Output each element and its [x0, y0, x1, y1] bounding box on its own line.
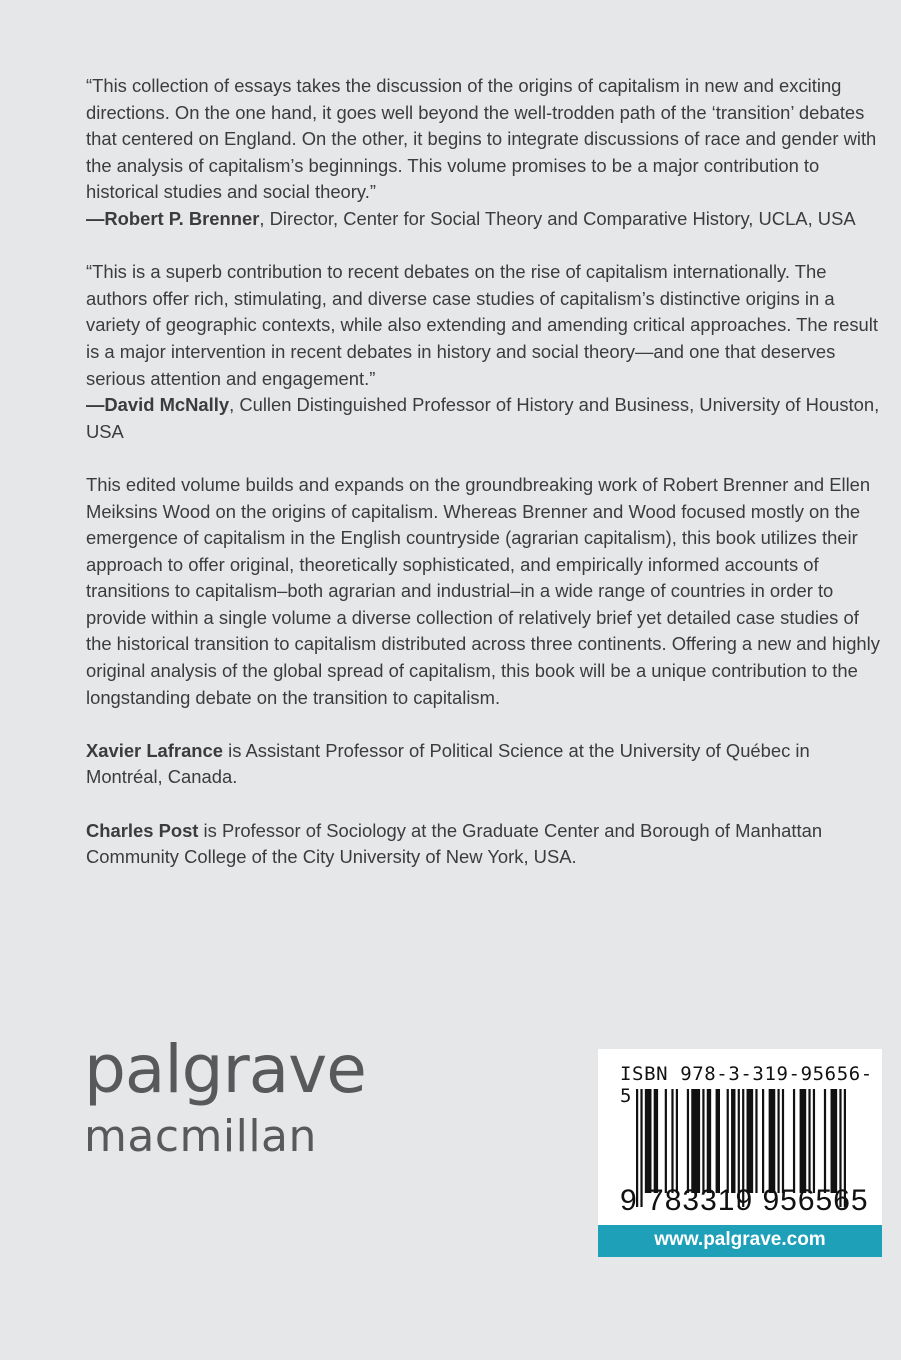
barcode-bar [716, 1089, 720, 1193]
endorsement-attribution [86, 392, 881, 445]
back-cover-text [86, 73, 881, 897]
palgrave-macmillan-logo [84, 1030, 366, 1164]
endorsement-attribution [86, 206, 881, 233]
endorsement-quote: “This collection of essays takes the discussion of the origins of capitalism in new and exciting directions. On the one hand, it goes well beyond the well-trodden path of the ‘transition’ debates that centered on England. On the other, it begins to integrate discussions of race and gender with the analysis of capitalism’s beginnings. This volume promises to be a major contribution to historical studies and social theory.” [86, 75, 877, 203]
endorser-name: David McNally [104, 394, 230, 416]
endorsement-mcnally [86, 259, 881, 445]
barcode-bar [769, 1089, 776, 1193]
barcode-bar [777, 1089, 779, 1193]
barcode-bar [707, 1089, 711, 1193]
barcode-bar [731, 1089, 735, 1193]
endorsement-brenner [86, 73, 881, 233]
barcode-bar [800, 1089, 807, 1193]
barcode-bar [793, 1089, 795, 1193]
author-bio: is Professor of Sociology at the Graduate Center and Borough of Manhattan Community College of the City University of New York, USA. [86, 819, 823, 868]
barcode-bar [747, 1089, 754, 1193]
author-bio-lafrance [86, 738, 881, 791]
author-bio: is Assistant Professor of Political Science at the University of Québec in Montréal, Canada. [86, 739, 810, 788]
barcode-bar [645, 1089, 652, 1193]
logo-macmillan: macmillan [84, 1111, 317, 1162]
barcode-digits: 9 783319 956565 [620, 1184, 869, 1217]
endorser-affiliation: , Director, Center for Social Theory and Comparative History, UCLA, USA [259, 207, 856, 229]
barcode-bar [702, 1089, 704, 1193]
author-name: Xavier Lafrance [86, 739, 223, 761]
endorser-dash: — [86, 394, 105, 416]
barcode-bar [727, 1089, 729, 1193]
barcode-bar [808, 1089, 810, 1193]
author-bio-post [86, 818, 881, 871]
endorser-affiliation: , Cullen Distinguished Professor of History and Business, University of Houston, USA [86, 394, 880, 442]
author-name: Charles Post [86, 819, 199, 841]
endorsement-quote: “This is a superb contribution to recent debates on the rise of capitalism internationally. The authors offer rich, stimulating, and diverse case studies of capitalism’s distinctive origins in a variety of geographic contexts, while also extending and amending critical approaches. The result is a major intervention in recent debates in history and social theory—and one that deserves serious attention and engagement.” [86, 261, 878, 389]
endorser-dash: — [86, 207, 105, 229]
book-description: This edited volume builds and expands on the groundbreaking work of Robert Brenner and Ellen Meiksins Wood on the origins of capitalism. Whereas Brenner and Wood focused mostly on the emergence of capitalism in the English countryside (agrarian capitalism), this book utilizes their approach to offer original, theoretically sophisticated, and empirically informed accounts of transitions to capitalism–both agrarian and industrial–in a wide range of countries in order to provide within a single volume a diverse collection of relatively brief yet detailed case studies of the historical transition to capitalism distributed across three continents. Offering a new and highly original analysis of the global spread of capitalism, this book will be a unique contribution to the longstanding debate on the transition to capitalism. [86, 473, 880, 708]
barcode-bar [782, 1089, 784, 1193]
barcode-bar [654, 1089, 658, 1193]
barcode-bar [824, 1089, 826, 1193]
barcode-bar [762, 1089, 764, 1193]
endorser-name: Robert P. Brenner [104, 207, 260, 229]
isbn-barcode-panel [598, 1049, 882, 1225]
isbn-label: ISBN 978-3-319-95656-5 [620, 1063, 873, 1107]
logo-palgrave: palgrave [84, 1031, 366, 1108]
barcode-bar [676, 1089, 678, 1193]
barcode-bar [665, 1089, 667, 1193]
barcode-bar [755, 1089, 757, 1193]
barcode-bar [813, 1089, 815, 1193]
barcode-bar [691, 1089, 700, 1193]
publisher-url[interactable]: www.palgrave.com [598, 1225, 882, 1257]
barcode-bar [687, 1089, 689, 1193]
barcode-bar [671, 1089, 673, 1193]
barcode-bar [831, 1089, 838, 1193]
